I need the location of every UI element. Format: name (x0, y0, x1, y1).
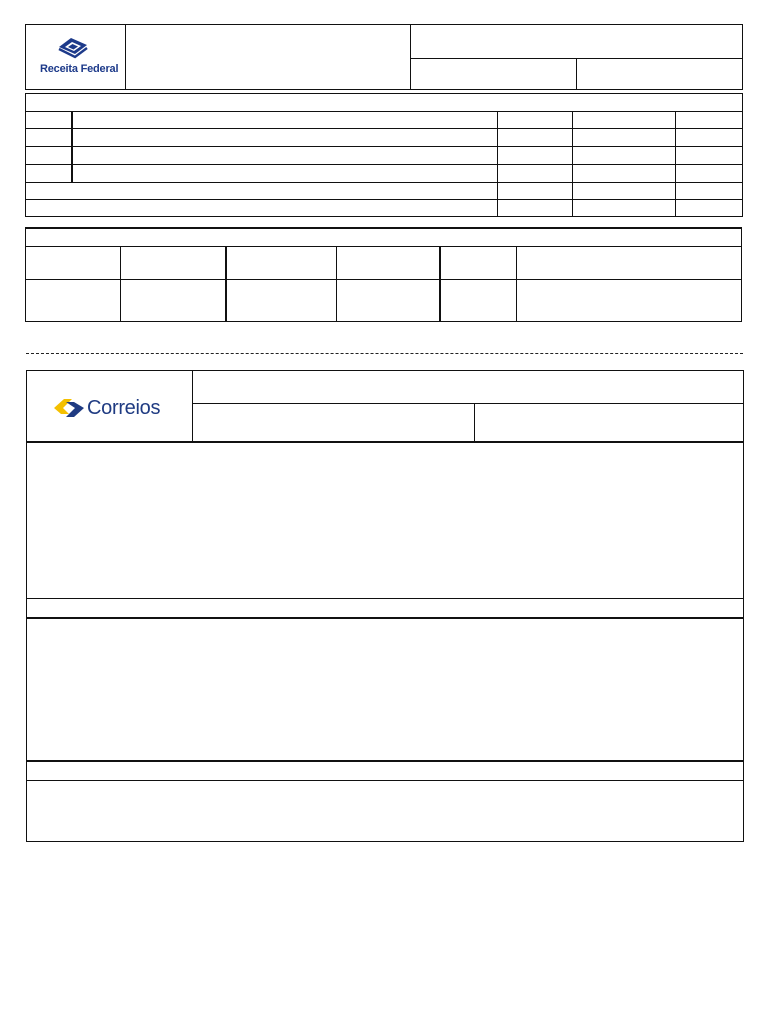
correios-emblem-icon (52, 396, 86, 420)
correios-wordmark: Correios (87, 397, 161, 419)
receita-federal-emblem-icon (56, 36, 90, 60)
details-table (25, 227, 742, 322)
correios-logo (52, 394, 172, 424)
receita-federal-logo (34, 36, 120, 80)
receita-header (25, 24, 743, 90)
receita-federal-wordmark: Receita Federal (40, 63, 119, 75)
cut-line (26, 353, 743, 354)
